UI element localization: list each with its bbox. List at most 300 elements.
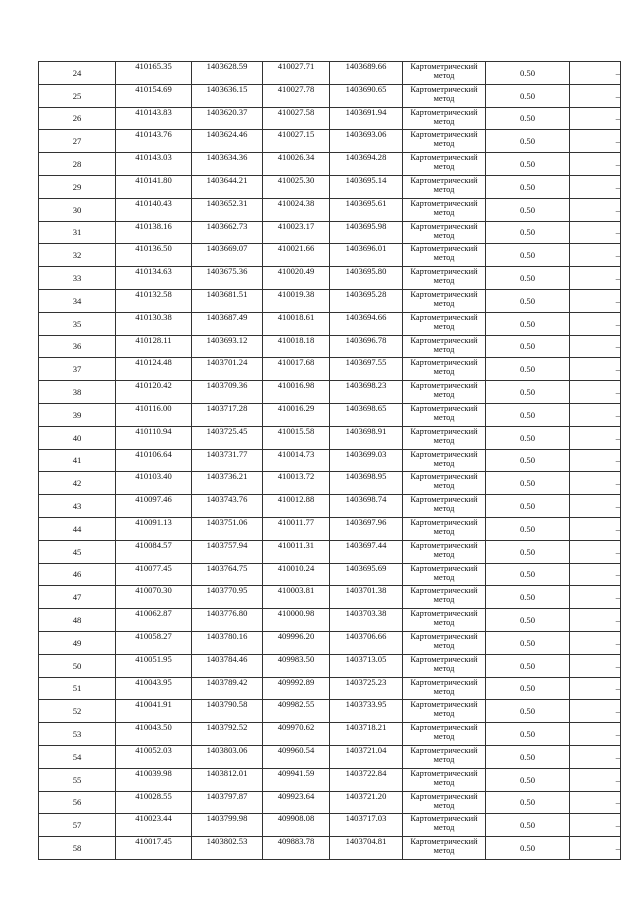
table-row xyxy=(39,768,621,791)
method-line: метод xyxy=(433,754,455,764)
method-line: Картометрический xyxy=(410,312,478,322)
table-row xyxy=(39,153,621,176)
x-old-cell: 410110.94 xyxy=(116,426,192,449)
x-old-cell: 410077.45 xyxy=(116,563,192,586)
y-old-cell: 1403634.36 xyxy=(192,153,263,176)
method-line: метод xyxy=(433,732,455,742)
method-cell xyxy=(403,221,486,244)
point-number-cell: 50 xyxy=(39,654,116,677)
note-cell: – xyxy=(570,62,621,85)
note-cell: – xyxy=(570,517,621,540)
table-row xyxy=(39,586,621,609)
method-line: Картометрический xyxy=(410,244,478,254)
method-line: Картометрический xyxy=(410,472,478,482)
coordinates-table xyxy=(38,61,621,860)
note-cell: – xyxy=(570,837,621,860)
precision-cell: 0.50 xyxy=(486,654,570,677)
method-line: Картометрический xyxy=(410,403,478,413)
precision-cell: 0.50 xyxy=(486,631,570,654)
note-cell: – xyxy=(570,244,621,267)
x-old-cell: 410143.83 xyxy=(116,107,192,130)
method-cell xyxy=(403,814,486,837)
point-number-cell: 35 xyxy=(39,312,116,335)
point-number-cell: 27 xyxy=(39,130,116,153)
precision-cell: 0.50 xyxy=(486,723,570,746)
method-line: метод xyxy=(433,777,455,787)
y-new-cell: 1403698.95 xyxy=(330,472,403,495)
method-line: Картометрический xyxy=(410,289,478,299)
y-old-cell: 1403636.15 xyxy=(192,84,263,107)
precision-cell: 0.50 xyxy=(486,267,570,290)
x-new-cell: 410025.30 xyxy=(263,175,330,198)
table-row xyxy=(39,267,621,290)
x-old-cell: 410043.50 xyxy=(116,723,192,746)
table-row xyxy=(39,62,621,85)
precision-cell: 0.50 xyxy=(486,745,570,768)
x-new-cell: 410016.98 xyxy=(263,381,330,404)
y-old-cell: 1403736.21 xyxy=(192,472,263,495)
x-old-cell: 410154.69 xyxy=(116,84,192,107)
note-cell: – xyxy=(570,586,621,609)
y-old-cell: 1403792.52 xyxy=(192,723,263,746)
point-number-cell: 31 xyxy=(39,221,116,244)
y-old-cell: 1403790.58 xyxy=(192,700,263,723)
precision-cell: 0.50 xyxy=(486,426,570,449)
method-cell xyxy=(403,745,486,768)
x-old-cell: 410058.27 xyxy=(116,631,192,654)
method-cell xyxy=(403,403,486,426)
x-old-cell: 410136.50 xyxy=(116,244,192,267)
y-old-cell: 1403789.42 xyxy=(192,677,263,700)
point-number-cell: 43 xyxy=(39,495,116,518)
x-old-cell: 410130.38 xyxy=(116,312,192,335)
y-new-cell: 1403706.66 xyxy=(330,631,403,654)
table-row xyxy=(39,700,621,723)
x-old-cell: 410103.40 xyxy=(116,472,192,495)
method-cell xyxy=(403,175,486,198)
note-cell: – xyxy=(570,198,621,221)
y-new-cell: 1403721.04 xyxy=(330,745,403,768)
method-line: метод xyxy=(433,686,455,696)
y-old-cell: 1403701.24 xyxy=(192,358,263,381)
method-line: метод xyxy=(433,116,455,126)
precision-cell: 0.50 xyxy=(486,586,570,609)
method-line: метод xyxy=(433,390,455,400)
x-old-cell: 410017.45 xyxy=(116,837,192,860)
y-old-cell: 1403784.46 xyxy=(192,654,263,677)
table-row xyxy=(39,289,621,312)
point-number-cell: 36 xyxy=(39,335,116,358)
method-line: Картометрический xyxy=(410,586,478,596)
table-row xyxy=(39,426,621,449)
note-cell: – xyxy=(570,768,621,791)
x-new-cell: 410027.15 xyxy=(263,130,330,153)
precision-cell: 0.50 xyxy=(486,814,570,837)
x-old-cell: 410116.00 xyxy=(116,403,192,426)
method-line: Картометрический xyxy=(410,609,478,619)
table-row xyxy=(39,312,621,335)
table-row xyxy=(39,495,621,518)
method-line: Картометрический xyxy=(410,791,478,801)
table-row xyxy=(39,745,621,768)
method-line: метод xyxy=(433,618,455,628)
method-cell xyxy=(403,563,486,586)
method-cell xyxy=(403,153,486,176)
method-line: метод xyxy=(433,184,455,194)
x-old-cell: 410140.43 xyxy=(116,198,192,221)
x-new-cell: 410011.31 xyxy=(263,540,330,563)
y-old-cell: 1403797.87 xyxy=(192,791,263,814)
y-new-cell: 1403696.01 xyxy=(330,244,403,267)
x-old-cell: 410041.91 xyxy=(116,700,192,723)
note-cell: – xyxy=(570,654,621,677)
y-new-cell: 1403695.80 xyxy=(330,267,403,290)
method-line: метод xyxy=(433,412,455,422)
y-new-cell: 1403695.14 xyxy=(330,175,403,198)
method-line: метод xyxy=(433,139,455,149)
note-cell: – xyxy=(570,289,621,312)
method-cell xyxy=(403,472,486,495)
method-line: Картометрический xyxy=(410,654,478,664)
y-old-cell: 1403780.16 xyxy=(192,631,263,654)
y-new-cell: 1403698.74 xyxy=(330,495,403,518)
x-new-cell: 410000.98 xyxy=(263,609,330,632)
y-old-cell: 1403731.77 xyxy=(192,449,263,472)
method-line: Картометрический xyxy=(410,175,478,185)
point-number-cell: 57 xyxy=(39,814,116,837)
point-number-cell: 26 xyxy=(39,107,116,130)
x-old-cell: 410028.55 xyxy=(116,791,192,814)
point-number-cell: 46 xyxy=(39,563,116,586)
note-cell: – xyxy=(570,631,621,654)
note-cell: – xyxy=(570,700,621,723)
note-cell: – xyxy=(570,426,621,449)
x-old-cell: 410124.48 xyxy=(116,358,192,381)
method-line: метод xyxy=(433,344,455,354)
x-old-cell: 410039.98 xyxy=(116,768,192,791)
precision-cell: 0.50 xyxy=(486,381,570,404)
table-row xyxy=(39,358,621,381)
method-cell xyxy=(403,244,486,267)
x-old-cell: 410143.03 xyxy=(116,153,192,176)
method-line: метод xyxy=(433,572,455,582)
x-old-cell: 410165.35 xyxy=(116,62,192,85)
x-new-cell: 410018.18 xyxy=(263,335,330,358)
point-number-cell: 44 xyxy=(39,517,116,540)
y-old-cell: 1403725.45 xyxy=(192,426,263,449)
point-number-cell: 52 xyxy=(39,700,116,723)
x-new-cell: 410003.81 xyxy=(263,586,330,609)
x-old-cell: 410084.57 xyxy=(116,540,192,563)
table-row xyxy=(39,449,621,472)
y-new-cell: 1403701.38 xyxy=(330,586,403,609)
method-line: Картометрический xyxy=(410,631,478,641)
note-cell: – xyxy=(570,358,621,381)
table-row xyxy=(39,221,621,244)
precision-cell: 0.50 xyxy=(486,84,570,107)
x-new-cell: 409941.59 xyxy=(263,768,330,791)
point-number-cell: 58 xyxy=(39,837,116,860)
y-old-cell: 1403652.31 xyxy=(192,198,263,221)
y-old-cell: 1403803.06 xyxy=(192,745,263,768)
y-new-cell: 1403691.94 xyxy=(330,107,403,130)
point-number-cell: 53 xyxy=(39,723,116,746)
y-old-cell: 1403644.21 xyxy=(192,175,263,198)
method-line: Картометрический xyxy=(410,723,478,733)
point-number-cell: 24 xyxy=(39,62,116,85)
precision-cell: 0.50 xyxy=(486,472,570,495)
method-cell xyxy=(403,312,486,335)
y-old-cell: 1403662.73 xyxy=(192,221,263,244)
method-cell xyxy=(403,677,486,700)
y-new-cell: 1403695.69 xyxy=(330,563,403,586)
note-cell: – xyxy=(570,791,621,814)
y-old-cell: 1403628.59 xyxy=(192,62,263,85)
y-new-cell: 1403725.23 xyxy=(330,677,403,700)
precision-cell: 0.50 xyxy=(486,153,570,176)
x-new-cell: 410027.58 xyxy=(263,107,330,130)
note-cell: – xyxy=(570,609,621,632)
method-line: Картометрический xyxy=(410,62,478,71)
note-cell: – xyxy=(570,381,621,404)
y-old-cell: 1403687.49 xyxy=(192,312,263,335)
y-new-cell: 1403694.66 xyxy=(330,312,403,335)
point-number-cell: 32 xyxy=(39,244,116,267)
point-number-cell: 33 xyxy=(39,267,116,290)
table-row xyxy=(39,791,621,814)
method-line: Картометрический xyxy=(410,198,478,208)
y-new-cell: 1403721.20 xyxy=(330,791,403,814)
table-row xyxy=(39,677,621,700)
method-line: Картометрический xyxy=(410,130,478,140)
method-line: метод xyxy=(433,504,455,514)
y-old-cell: 1403620.37 xyxy=(192,107,263,130)
method-cell xyxy=(403,540,486,563)
method-cell xyxy=(403,654,486,677)
x-new-cell: 410027.71 xyxy=(263,62,330,85)
precision-cell: 0.50 xyxy=(486,62,570,85)
x-old-cell: 410141.80 xyxy=(116,175,192,198)
point-number-cell: 37 xyxy=(39,358,116,381)
precision-cell: 0.50 xyxy=(486,449,570,472)
precision-cell: 0.50 xyxy=(486,221,570,244)
y-new-cell: 1403722.84 xyxy=(330,768,403,791)
method-cell xyxy=(403,449,486,472)
method-cell xyxy=(403,198,486,221)
method-cell xyxy=(403,631,486,654)
method-line: метод xyxy=(433,549,455,559)
method-line: метод xyxy=(433,162,455,172)
method-line: метод xyxy=(433,71,455,80)
method-cell xyxy=(403,495,486,518)
precision-cell: 0.50 xyxy=(486,837,570,860)
x-new-cell: 409992.89 xyxy=(263,677,330,700)
precision-cell: 0.50 xyxy=(486,768,570,791)
x-new-cell: 409970.62 xyxy=(263,723,330,746)
note-cell: – xyxy=(570,267,621,290)
point-number-cell: 47 xyxy=(39,586,116,609)
point-number-cell: 56 xyxy=(39,791,116,814)
table-row xyxy=(39,631,621,654)
method-line: Картометрический xyxy=(410,267,478,277)
y-old-cell: 1403799.98 xyxy=(192,814,263,837)
precision-cell: 0.50 xyxy=(486,563,570,586)
method-line: Картометрический xyxy=(410,837,478,847)
note-cell: – xyxy=(570,175,621,198)
table-row xyxy=(39,198,621,221)
note-cell: – xyxy=(570,677,621,700)
method-line: Картометрический xyxy=(410,677,478,687)
y-new-cell: 1403718.21 xyxy=(330,723,403,746)
point-number-cell: 28 xyxy=(39,153,116,176)
method-cell xyxy=(403,768,486,791)
x-old-cell: 410091.13 xyxy=(116,517,192,540)
y-old-cell: 1403764.75 xyxy=(192,563,263,586)
y-new-cell: 1403693.06 xyxy=(330,130,403,153)
x-old-cell: 410043.95 xyxy=(116,677,192,700)
y-new-cell: 1403689.66 xyxy=(330,62,403,85)
x-old-cell: 410051.95 xyxy=(116,654,192,677)
x-new-cell: 409883.78 xyxy=(263,837,330,860)
method-line: метод xyxy=(433,709,455,719)
precision-cell: 0.50 xyxy=(486,244,570,267)
y-new-cell: 1403697.55 xyxy=(330,358,403,381)
method-line: Картометрический xyxy=(410,426,478,436)
point-number-cell: 25 xyxy=(39,84,116,107)
method-cell xyxy=(403,358,486,381)
method-cell xyxy=(403,723,486,746)
y-old-cell: 1403717.28 xyxy=(192,403,263,426)
note-cell: – xyxy=(570,221,621,244)
precision-cell: 0.50 xyxy=(486,107,570,130)
y-old-cell: 1403757.94 xyxy=(192,540,263,563)
point-number-cell: 55 xyxy=(39,768,116,791)
point-number-cell: 39 xyxy=(39,403,116,426)
precision-cell: 0.50 xyxy=(486,289,570,312)
method-cell xyxy=(403,517,486,540)
x-new-cell: 410024.38 xyxy=(263,198,330,221)
precision-cell: 0.50 xyxy=(486,312,570,335)
table-row xyxy=(39,837,621,860)
method-line: метод xyxy=(433,458,455,468)
method-line: метод xyxy=(433,207,455,217)
x-new-cell: 410016.29 xyxy=(263,403,330,426)
x-old-cell: 410134.63 xyxy=(116,267,192,290)
x-new-cell: 409960.54 xyxy=(263,745,330,768)
method-line: Картометрический xyxy=(410,335,478,345)
method-cell xyxy=(403,335,486,358)
table-row xyxy=(39,540,621,563)
y-old-cell: 1403669.07 xyxy=(192,244,263,267)
x-old-cell: 410132.58 xyxy=(116,289,192,312)
y-new-cell: 1403698.65 xyxy=(330,403,403,426)
method-line: Картометрический xyxy=(410,107,478,117)
table-row xyxy=(39,563,621,586)
y-new-cell: 1403704.81 xyxy=(330,837,403,860)
x-old-cell: 410106.64 xyxy=(116,449,192,472)
x-new-cell: 409983.50 xyxy=(263,654,330,677)
method-line: метод xyxy=(433,435,455,445)
y-old-cell: 1403802.53 xyxy=(192,837,263,860)
method-cell xyxy=(403,426,486,449)
y-old-cell: 1403751.06 xyxy=(192,517,263,540)
method-line: метод xyxy=(433,640,455,650)
method-line: Картометрический xyxy=(410,153,478,163)
y-new-cell: 1403697.96 xyxy=(330,517,403,540)
method-line: метод xyxy=(433,800,455,810)
note-cell: – xyxy=(570,403,621,426)
precision-cell: 0.50 xyxy=(486,175,570,198)
table-body xyxy=(39,62,621,860)
method-line: метод xyxy=(433,253,455,263)
method-line: метод xyxy=(433,663,455,673)
method-cell xyxy=(403,130,486,153)
x-new-cell: 410010.24 xyxy=(263,563,330,586)
x-new-cell: 410012.88 xyxy=(263,495,330,518)
point-number-cell: 30 xyxy=(39,198,116,221)
method-line: Картометрический xyxy=(410,449,478,459)
method-cell xyxy=(403,84,486,107)
precision-cell: 0.50 xyxy=(486,700,570,723)
x-new-cell: 409908.08 xyxy=(263,814,330,837)
precision-cell: 0.50 xyxy=(486,677,570,700)
method-cell xyxy=(403,700,486,723)
x-new-cell: 410011.77 xyxy=(263,517,330,540)
table-row xyxy=(39,381,621,404)
precision-cell: 0.50 xyxy=(486,130,570,153)
y-new-cell: 1403695.98 xyxy=(330,221,403,244)
x-new-cell: 410014.73 xyxy=(263,449,330,472)
method-line: метод xyxy=(433,276,455,286)
x-new-cell: 410020.49 xyxy=(263,267,330,290)
x-new-cell: 409982.55 xyxy=(263,700,330,723)
note-cell: – xyxy=(570,495,621,518)
x-new-cell: 409996.20 xyxy=(263,631,330,654)
x-new-cell: 409923.64 xyxy=(263,791,330,814)
method-cell xyxy=(403,289,486,312)
y-new-cell: 1403698.23 xyxy=(330,381,403,404)
x-new-cell: 410019.38 xyxy=(263,289,330,312)
method-line: метод xyxy=(433,526,455,536)
table-row xyxy=(39,723,621,746)
y-new-cell: 1403717.03 xyxy=(330,814,403,837)
precision-cell: 0.50 xyxy=(486,358,570,381)
point-number-cell: 49 xyxy=(39,631,116,654)
y-new-cell: 1403703.38 xyxy=(330,609,403,632)
x-old-cell: 410138.16 xyxy=(116,221,192,244)
y-new-cell: 1403695.61 xyxy=(330,198,403,221)
y-new-cell: 1403696.78 xyxy=(330,335,403,358)
note-cell: – xyxy=(570,745,621,768)
method-cell xyxy=(403,609,486,632)
y-old-cell: 1403624.46 xyxy=(192,130,263,153)
point-number-cell: 41 xyxy=(39,449,116,472)
table-row xyxy=(39,175,621,198)
method-line: метод xyxy=(433,595,455,605)
method-line: метод xyxy=(433,230,455,240)
method-line: метод xyxy=(433,93,455,103)
precision-cell: 0.50 xyxy=(486,335,570,358)
y-old-cell: 1403770.95 xyxy=(192,586,263,609)
y-old-cell: 1403681.51 xyxy=(192,289,263,312)
method-line: Картометрический xyxy=(410,381,478,391)
point-number-cell: 34 xyxy=(39,289,116,312)
method-line: Картометрический xyxy=(410,745,478,755)
precision-cell: 0.50 xyxy=(486,403,570,426)
table-row xyxy=(39,244,621,267)
method-cell xyxy=(403,837,486,860)
method-cell xyxy=(403,267,486,290)
